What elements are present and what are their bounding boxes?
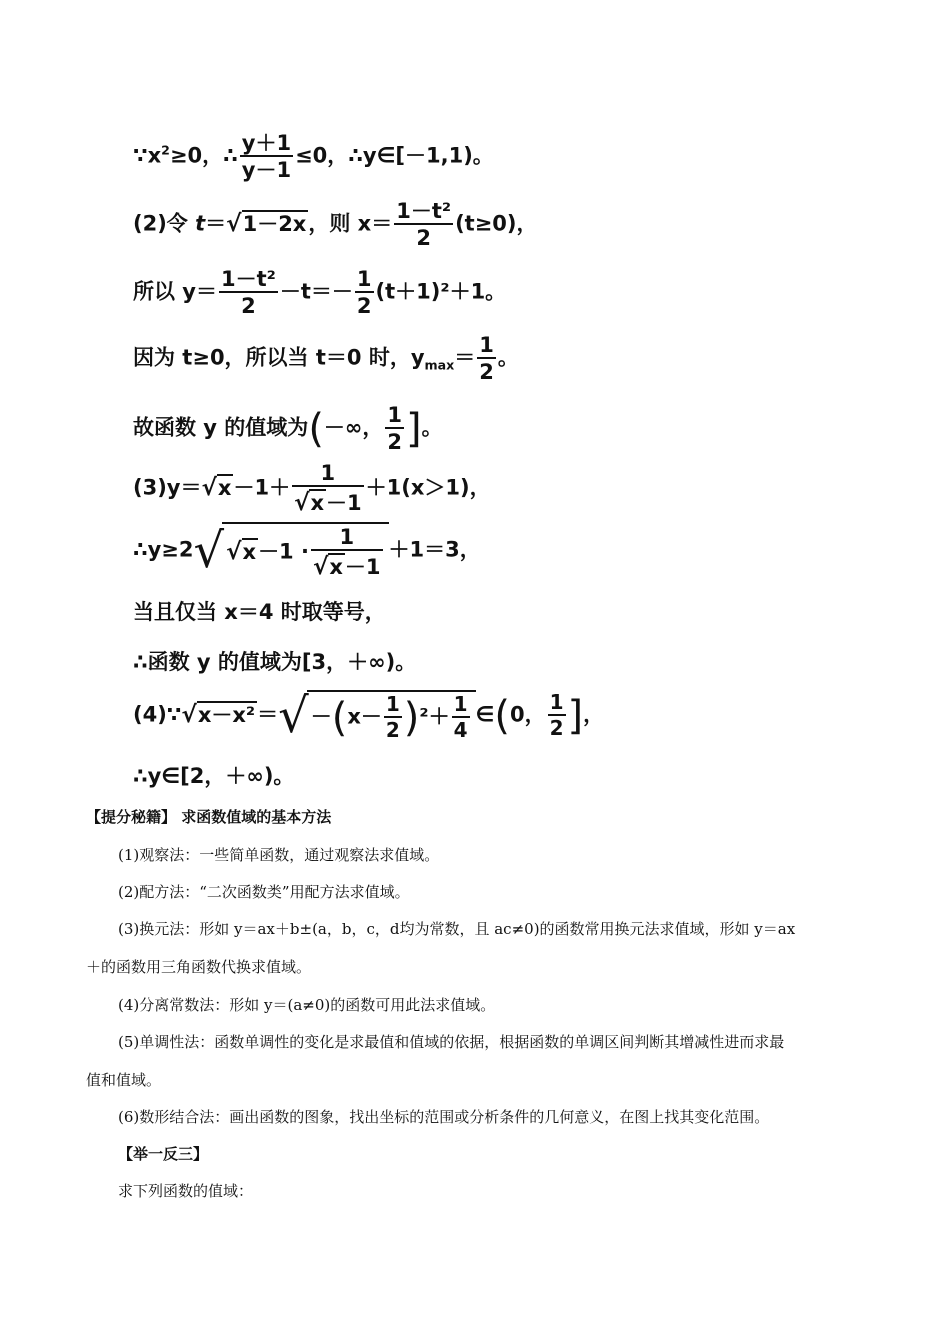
solution-line-11: ∴y∈[2，＋∞)。 <box>133 764 295 788</box>
fraction: $\frac{\text{1－t²}}{2}$ <box>396 199 452 251</box>
solution-line-7: ∴y≥2√√x－1 · $\frac{1}{√x-1}$ ＋1＝3， <box>133 522 481 581</box>
square-root: 1－2x <box>242 211 307 236</box>
solution-line-5: 故函数 y 的值域为(－∞， $\frac{1}{2}$ ]。 <box>133 403 443 455</box>
fraction: $\frac{1}{√x-1}$ <box>294 461 362 517</box>
practice-prompt: 求下列函数的值域： <box>118 1182 254 1200</box>
fraction: $\frac{\text{1－t²}}{2}$ <box>221 267 276 319</box>
tip-item: (3)换元法：形如 y＝ax＋b±(a，b，c，d均为常数，且 ac≠0)的函数常用换元法求值域，形如 y＝ax <box>118 920 796 938</box>
tip-item: (2)配方法：“二次函数类”用配方法求值域。 <box>118 883 410 901</box>
solution-line-3: 所以 y＝ $\frac{\text{1－t²}}{2}$ －t＝－ $\frac{1}{2}$ (t＋1)²＋1。 <box>133 267 507 319</box>
fraction: $\frac{1}{4}$ <box>453 692 468 742</box>
practice-heading: 【举一反三】 <box>118 1145 209 1163</box>
fraction: $\frac{1}{2}$ <box>479 333 494 385</box>
fraction: $\frac{1}{2}$ <box>549 690 564 740</box>
fraction: $\frac{1}{√x-1}$ <box>312 525 381 581</box>
tip-item: (5)单调性法：函数单调性的变化是求最值和值域的依据，根据函数的单调区间判断其增减性进而求最 <box>118 1033 785 1051</box>
square-root: x－x² <box>197 702 256 727</box>
big-square-root: －(x－ $\frac{1}{2}$ )²＋ $\frac{1}{4}$ <box>307 690 476 741</box>
tip-item-continued: 值和值域。 <box>86 1071 162 1089</box>
fraction: $\frac{y+1}{y-1}$ <box>241 131 292 183</box>
tip-item: (6)数形结合法：画出函数的图象，找出坐标的范围或分析条件的几何意义，在图上找其变化范围。 <box>118 1108 770 1126</box>
solution-line-8: 当且仅当 x＝4 时取等号， <box>133 600 386 624</box>
big-square-root: √x－1 · $\frac{1}{√x-1}$ <box>222 522 388 579</box>
fraction: $\frac{1}{2}$ <box>385 692 400 742</box>
solution-line-9: ∴函数 y 的值域为[3，＋∞)。 <box>133 650 417 674</box>
solution-line-6: (3)y＝√x－1＋ $\frac{1}{√x-1}$ ＋1(x＞1)， <box>133 461 491 517</box>
solution-line-10: (4)∵√x－x²＝√－(x－ $\frac{1}{2}$ )²＋ $\frac{1}{4}$ ∈(0， $\frac{1}{2}$ ]， <box>133 687 605 744</box>
solution-line-1: $\because x^2\ge 0$，∴ $\frac{y+1}{y-1}$ ≤0，∴y∈[－1,1)。 <box>133 131 494 183</box>
tip-item: (4)分离常数法：形如 y＝(a≠0)的函数可用此法求值域。 <box>118 996 496 1014</box>
solution-line-4: 因为 t≥0，所以当 t＝0 时，$y_{max}=$ $\frac{1}{2}$ 。 <box>133 333 519 385</box>
fraction: $\frac{1}{2}$ <box>387 403 403 455</box>
tips-heading: 【提分秘籍】 求函数值域的基本方法 <box>86 808 332 826</box>
tip-item: (1)观察法：一些简单函数，通过观察法求值域。 <box>118 846 440 864</box>
square-root: x <box>217 475 232 500</box>
fraction: $\frac{1}{2}$ <box>356 267 372 319</box>
solution-line-2: (2)令 t＝√1－2x，则 x＝ $\frac{\text{1－t²}}{2}$ (t≥0)， <box>133 199 538 251</box>
tip-item-continued: ＋的函数用三角函数代换求值域。 <box>86 958 312 976</box>
